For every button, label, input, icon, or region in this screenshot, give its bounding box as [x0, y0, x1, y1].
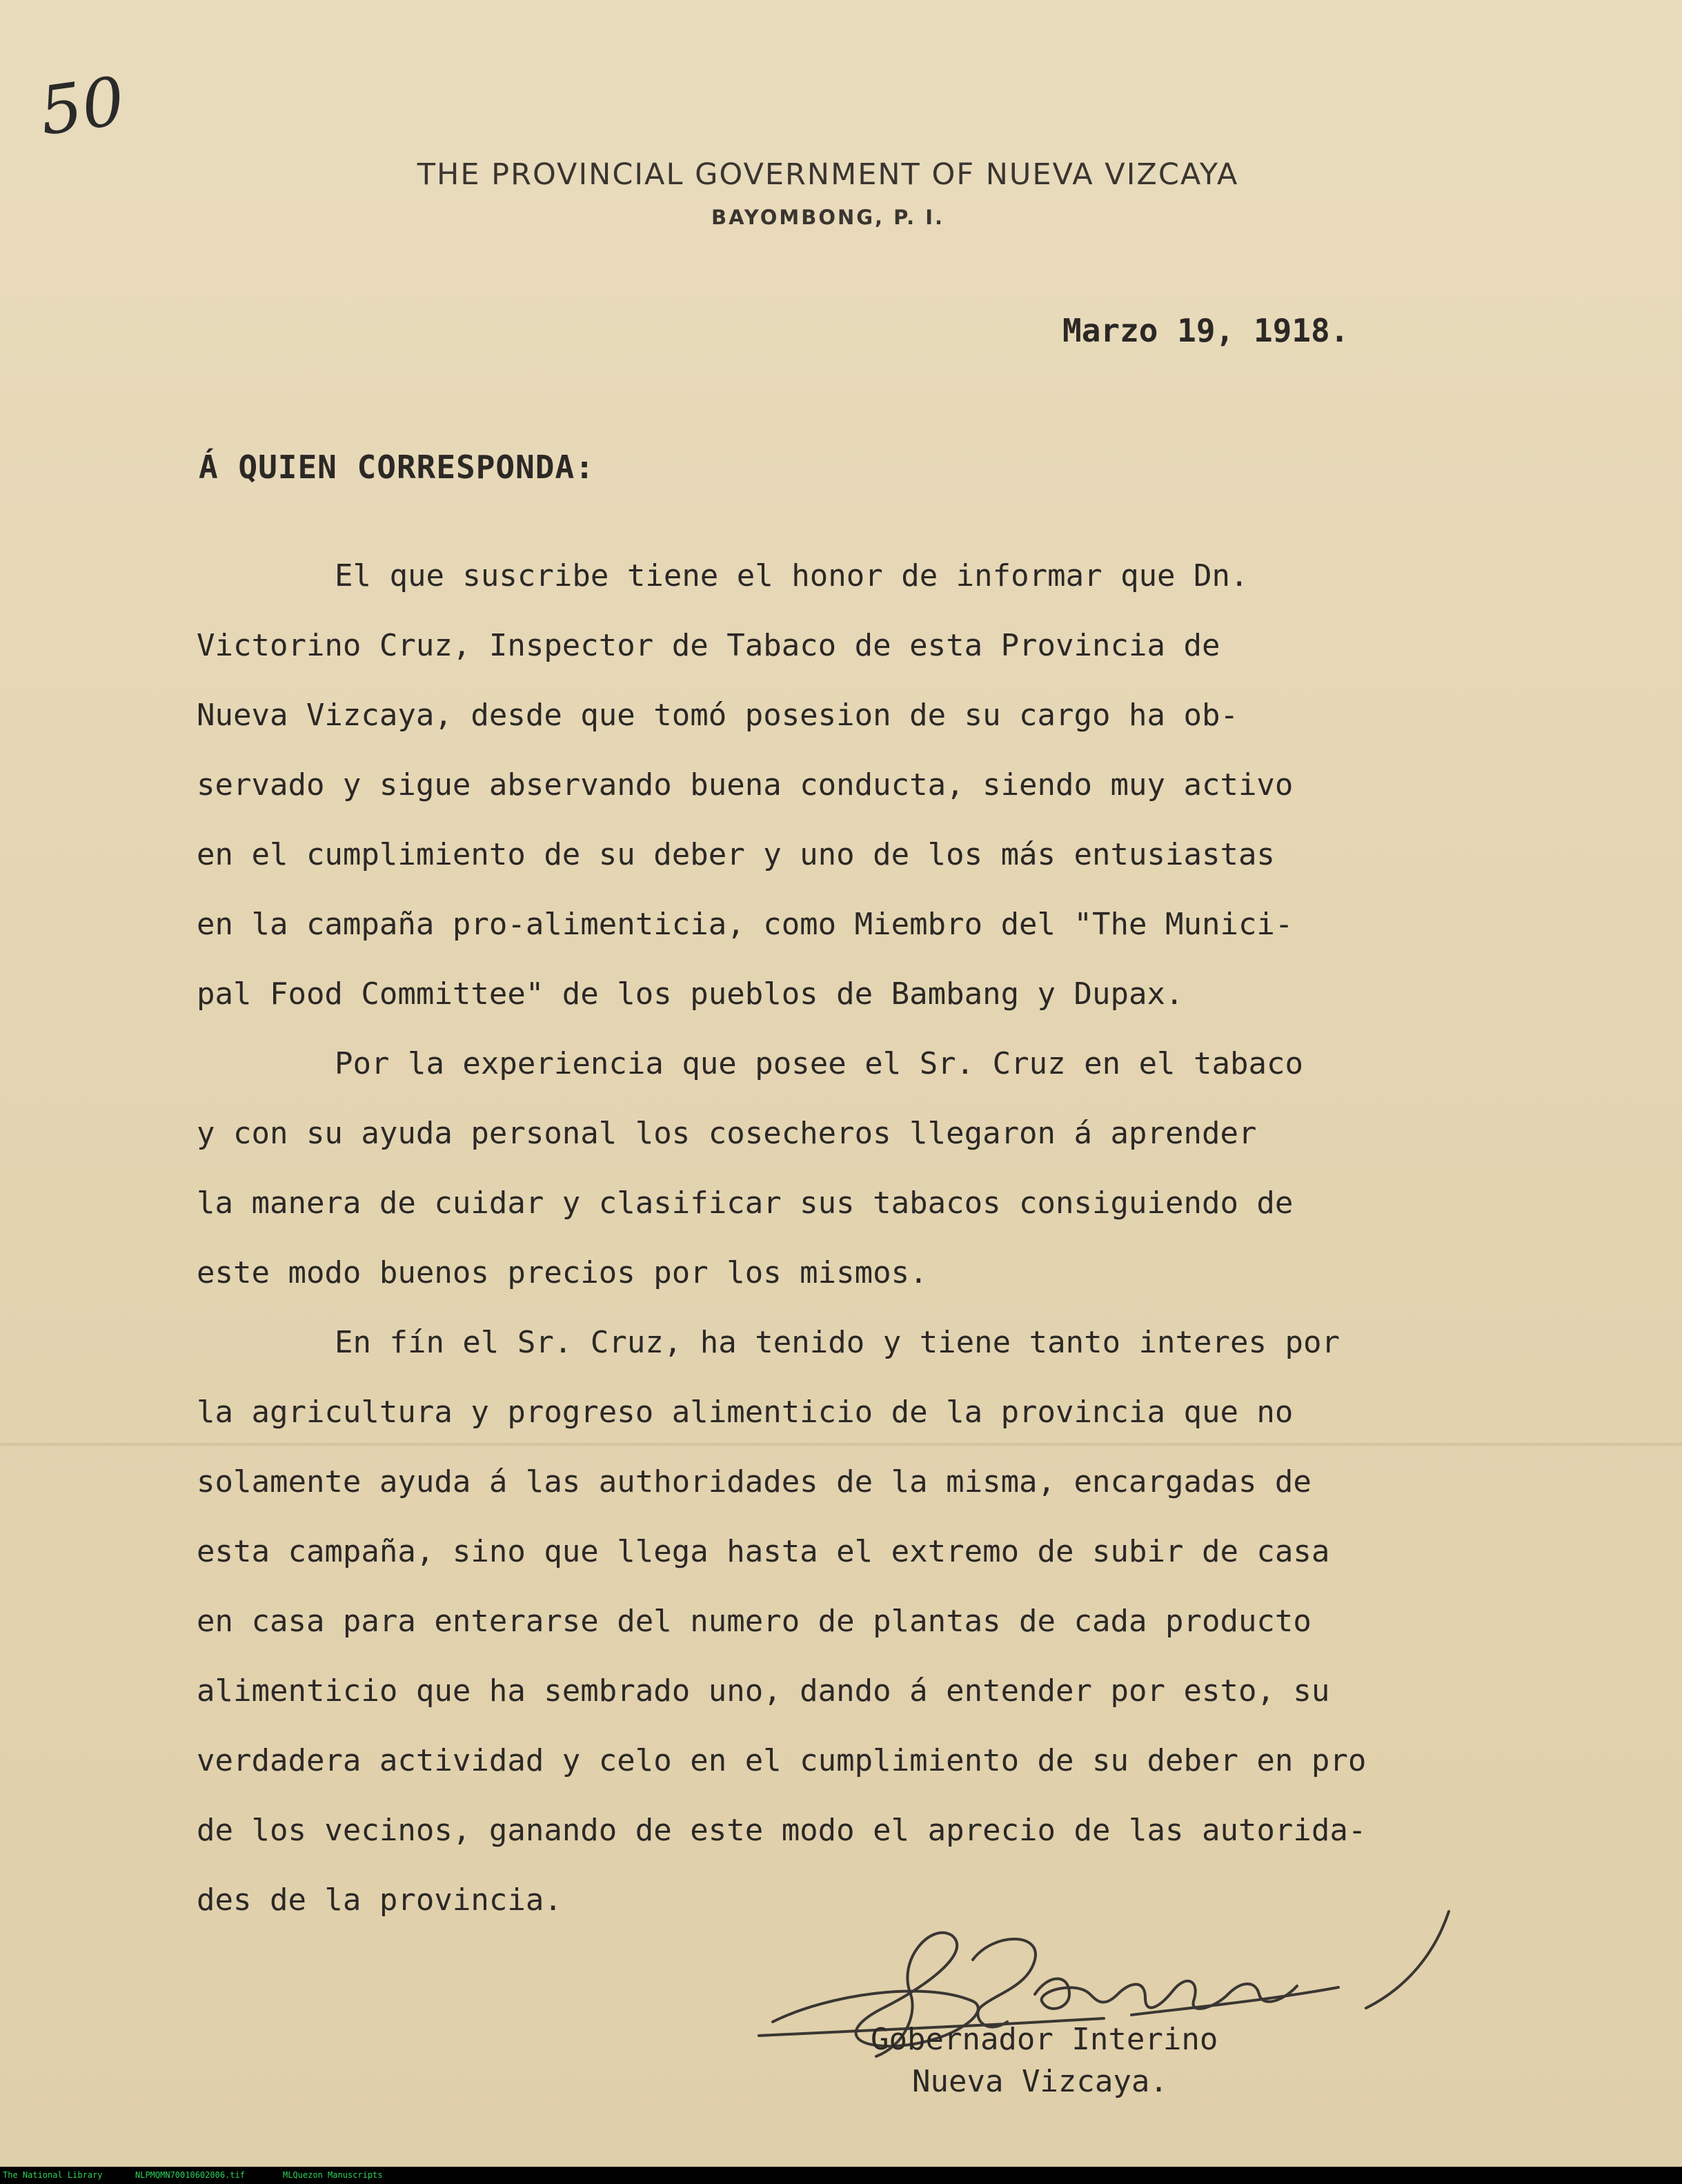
letterhead-title: THE PROVINCIAL GOVERNMENT OF NUEVA VIZCAYA: [417, 157, 1239, 192]
body-line: la manera de cuidar y clasificar sus tabacos consiguiendo de: [197, 1186, 1294, 1221]
body-line: en el cumplimiento de su deber y uno de los más entusiastas: [197, 837, 1275, 872]
body-line: Nueva Vizcaya, desde que tomó posesion de su cargo ha ob-: [197, 698, 1238, 733]
body-line: Victorino Cruz, Inspector de Tabaco de esta Provincia de: [197, 628, 1220, 663]
letter-body: [197, 552, 1576, 1946]
salutation: Á QUIEN CORRESPONDA:: [199, 449, 595, 486]
letter-date: Marzo 19, 1918.: [1062, 312, 1349, 349]
body-line: En fín el Sr. Cruz, ha tenido y tiene tanto interes por: [335, 1325, 1340, 1360]
body-line: pal Food Committee" de los pueblos de Bambang y Dupax.: [197, 976, 1184, 1012]
body-line: alimenticio que ha sembrado uno, dando á entender por esto, su: [197, 1673, 1330, 1709]
body-line: en la campaña pro-alimenticia, como Miembro del "The Munici-: [197, 907, 1294, 942]
body-line: verdadera actividad y celo en el cumplimiento de su deber en pro: [197, 1743, 1367, 1778]
body-line: la agricultura y progreso alimenticio de la provincia que no: [197, 1395, 1294, 1430]
body-line: y con su ayuda personal los cosecheros llegaron á aprender: [197, 1116, 1257, 1151]
body-line: servado y sigue abservando buena conducta, siendo muy activo: [197, 767, 1294, 803]
body-line: El que suscribe tiene el honor de informar que Dn.: [335, 558, 1249, 593]
archive-collection: MLQuezon Manuscripts: [283, 2170, 383, 2180]
archive-library: The National Library: [3, 2170, 103, 2180]
signer-title: Gobernador Interino: [871, 2022, 1218, 2057]
letterhead-city: BAYOMBONG, P. I.: [711, 206, 945, 229]
body-line: este modo buenos precios por los mismos.: [197, 1255, 928, 1290]
body-line: de los vecinos, ganando de este modo el aprecio de las autorida-: [197, 1813, 1367, 1848]
body-line: en casa para enterarse del numero de plantas de cada producto: [197, 1604, 1312, 1639]
signer-place: Nueva Vizcaya.: [912, 2064, 1168, 2099]
letterhead: [0, 157, 1656, 229]
body-line: solamente ayuda á las authoridades de la misma, encargadas de: [197, 1464, 1312, 1499]
body-line: Por la experiencia que posee el Sr. Cruz en el tabaco: [335, 1046, 1303, 1081]
archive-file-name: NLPMQMN70010602006.tif: [135, 2170, 245, 2180]
body-line: esta campaña, sino que llega hasta el extremo de subir de casa: [197, 1534, 1330, 1569]
body-line: des de la provincia.: [197, 1882, 562, 1918]
handwritten-corner-mark: 50: [34, 62, 130, 150]
archive-footer-strip: [0, 2167, 1682, 2184]
